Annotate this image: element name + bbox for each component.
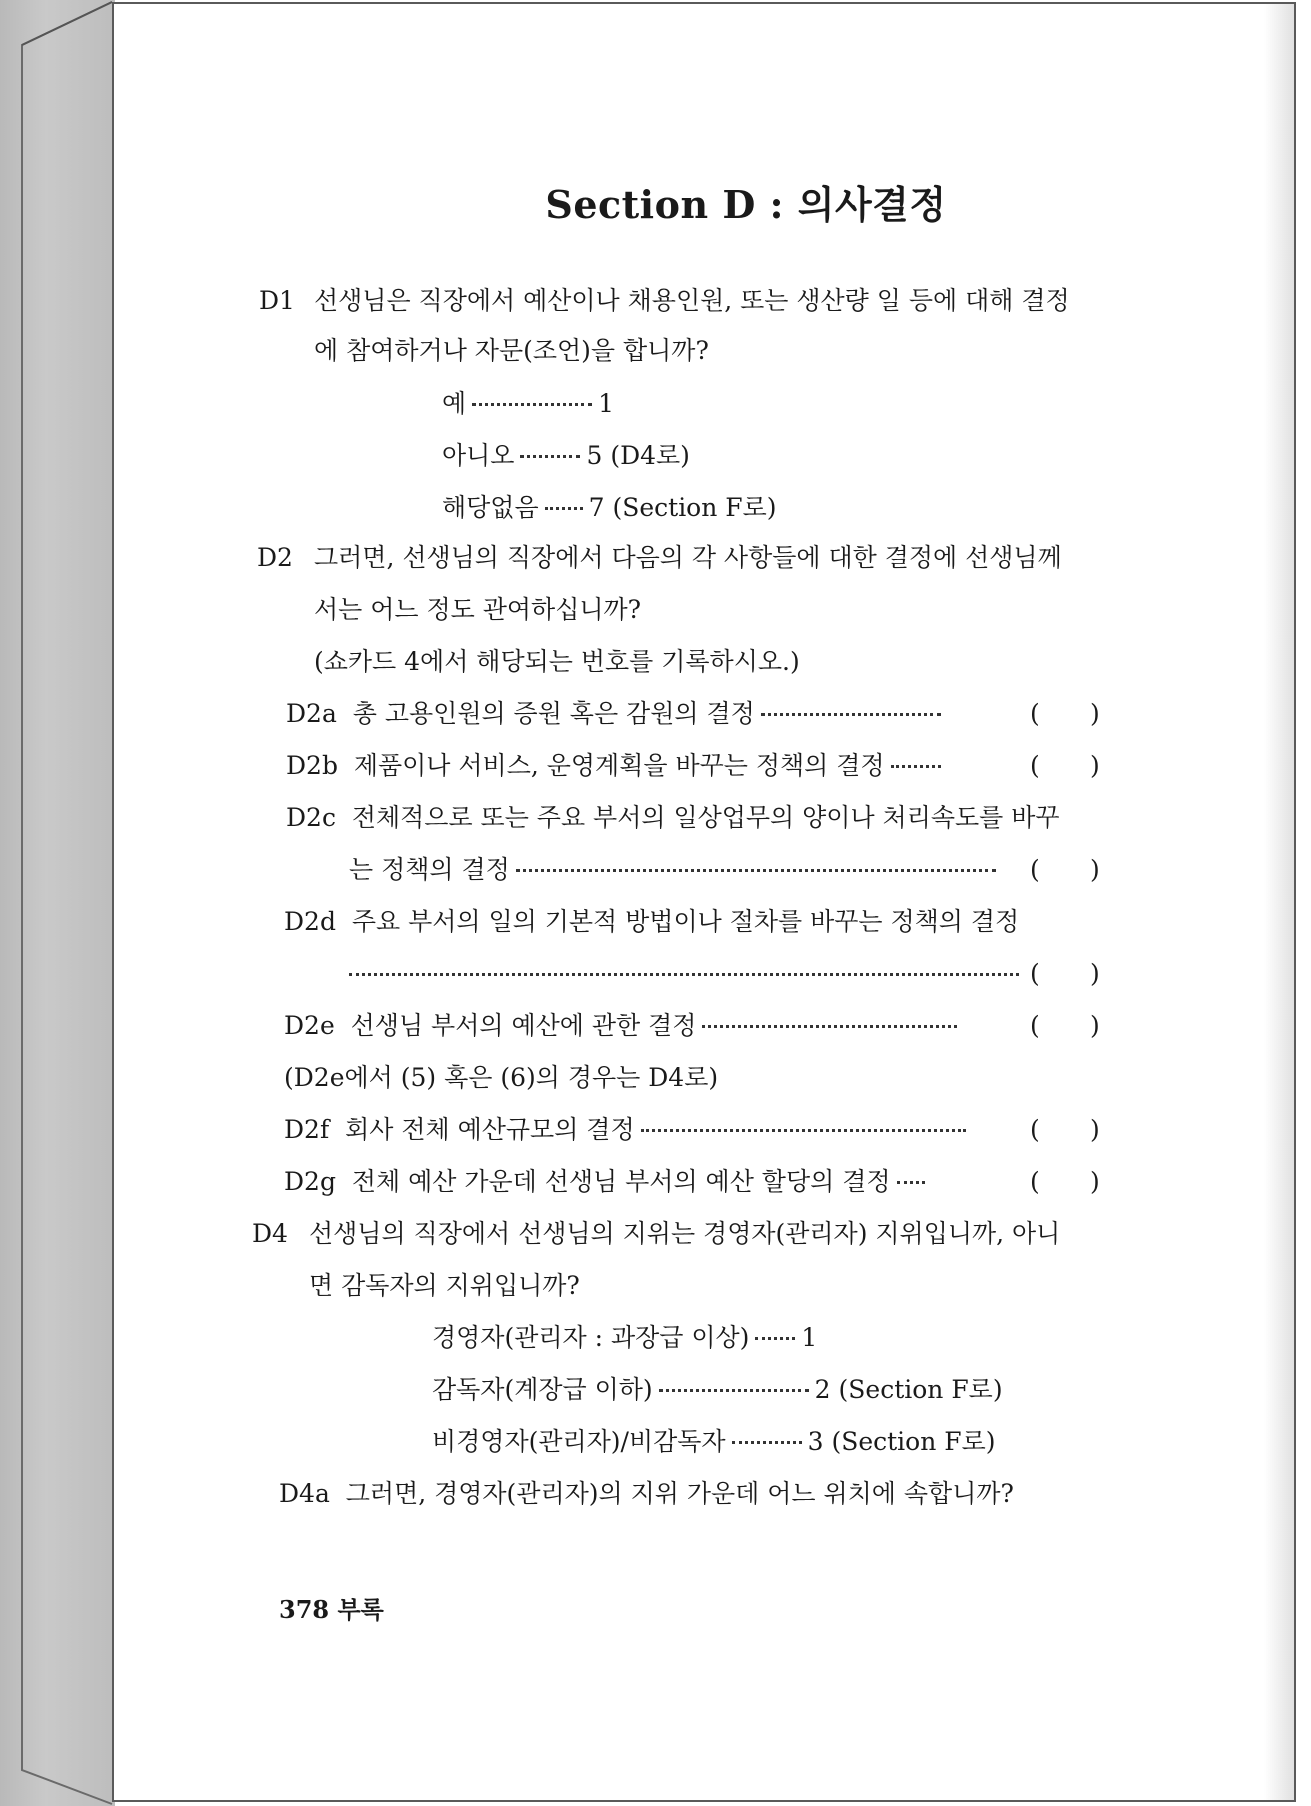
page bbox=[112, 2, 1296, 1802]
question-text-line1: 그러면, 선생님의 직장에서 다음의 각 사항들에 대한 결정에 선생님께 bbox=[314, 543, 1062, 572]
option-label: 경영자(관리자 : 과장급 이상) bbox=[432, 1323, 750, 1352]
dot-leader bbox=[349, 957, 1025, 991]
option-value: 7 bbox=[588, 493, 605, 522]
question-text-line1: 선생님의 직장에서 선생님의 지위는 경영자(관리자) 지위입니까, 아니 bbox=[309, 1219, 1061, 1248]
option-label: 감독자(계장급 이하) bbox=[432, 1375, 653, 1404]
sub-question-text: 총 고용인원의 증원 혹은 감원의 결정 bbox=[352, 699, 755, 728]
sub-question bbox=[284, 905, 1019, 939]
answer-box-close: ) bbox=[1090, 1011, 1100, 1040]
option-value: 1 bbox=[801, 1323, 818, 1352]
answer-option bbox=[442, 439, 690, 473]
sub-question-text: 회사 전체 예산규모의 결정 bbox=[345, 1115, 635, 1144]
question-text-line2: 에 참여하거나 자문(조언)을 합니까? bbox=[314, 336, 709, 365]
interviewer-instruction: (쇼카드 4에서 해당되는 번호를 기록하시오.) bbox=[314, 647, 800, 676]
answer-box-open: ( bbox=[1030, 1115, 1040, 1144]
sub-question-text: 주요 부서의 일의 기본적 방법이나 절차를 바꾸는 정책의 결정 bbox=[351, 907, 1020, 936]
question-code: D1 bbox=[259, 286, 295, 315]
sub-question bbox=[284, 1009, 963, 1043]
sub-question-code: D4a bbox=[279, 1479, 330, 1508]
section-title: Section D : 의사결정 bbox=[545, 182, 947, 227]
book-spine bbox=[0, 0, 115, 1806]
answer-box-open: ( bbox=[1030, 855, 1040, 884]
sub-question-code: D2b bbox=[286, 751, 338, 780]
option-note: (Section F로) bbox=[831, 1427, 996, 1456]
sub-question-code: D2f bbox=[284, 1115, 330, 1144]
option-value: 5 bbox=[586, 441, 603, 470]
sub-question-code: D2d bbox=[284, 907, 336, 936]
question-text-line2: 면 감독자의 지위입니까? bbox=[309, 1271, 580, 1300]
answer-option bbox=[432, 1321, 817, 1355]
answer-box-open: ( bbox=[1030, 751, 1040, 780]
spine-edge bbox=[0, 0, 115, 1806]
answer-box-close: ) bbox=[1090, 699, 1100, 728]
option-value: 2 bbox=[814, 1375, 831, 1404]
sub-question bbox=[286, 697, 947, 731]
answer-box-close: ) bbox=[1090, 751, 1100, 780]
option-value: 1 bbox=[598, 389, 615, 418]
sub-question-code: D2c bbox=[286, 803, 336, 832]
question-text-line1: 선생님은 직장에서 예산이나 채용인원, 또는 생산량 일 등에 대해 결정 bbox=[314, 286, 1070, 315]
answer-box-open: ( bbox=[1030, 959, 1040, 988]
sub-question-code: D2e bbox=[284, 1011, 335, 1040]
sub-question-text: 전체적으로 또는 주요 부서의 일상업무의 양이나 처리속도를 바꾸 bbox=[351, 803, 1060, 832]
sub-question bbox=[286, 801, 1060, 835]
sub-question-code: D2g bbox=[284, 1167, 336, 1196]
page-footer: 378 부록 bbox=[279, 1595, 384, 1624]
question-d1 bbox=[259, 284, 295, 318]
option-label: 예 bbox=[442, 389, 467, 418]
option-note: (D4로) bbox=[610, 441, 690, 470]
sub-question bbox=[284, 1113, 972, 1147]
answer-option bbox=[432, 1373, 1003, 1407]
answer-box-open: ( bbox=[1030, 1167, 1040, 1196]
sub-question-code: D2a bbox=[286, 699, 337, 728]
sub-question-text: 는 정책의 결정 bbox=[349, 855, 510, 884]
option-label: 아니오 bbox=[442, 441, 515, 470]
sub-question-text: 전체 예산 가운데 선생님 부서의 예산 할당의 결정 bbox=[351, 1167, 891, 1196]
answer-option bbox=[442, 491, 777, 525]
option-label: 해당없음 bbox=[442, 493, 539, 522]
answer-box-close: ) bbox=[1090, 1115, 1100, 1144]
sub-question bbox=[284, 1165, 931, 1199]
answer-box-open: ( bbox=[1030, 699, 1040, 728]
sub-question-text: 제품이나 서비스, 운영계획을 바꾸는 정책의 결정 bbox=[353, 751, 885, 780]
sub-question-text: 선생님 부서의 예산에 관한 결정 bbox=[350, 1011, 697, 1040]
option-note: (Section F로) bbox=[838, 1375, 1003, 1404]
question-code: D4 bbox=[252, 1219, 288, 1248]
answer-box-close: ) bbox=[1090, 959, 1100, 988]
sub-question bbox=[286, 749, 947, 783]
answer-box-open: ( bbox=[1030, 1011, 1040, 1040]
answer-option bbox=[442, 387, 614, 421]
option-label: 비경영자(관리자)/비감독자 bbox=[432, 1427, 726, 1456]
sub-question-text: 그러면, 경영자(관리자)의 지위 가운데 어느 위치에 속합니까? bbox=[345, 1479, 1014, 1508]
page-edge-shadow bbox=[1264, 4, 1294, 1800]
sub-question-continuation bbox=[349, 853, 1002, 887]
sub-question bbox=[279, 1477, 1014, 1511]
answer-box-close: ) bbox=[1090, 1167, 1100, 1196]
option-value: 3 bbox=[807, 1427, 824, 1456]
skip-note: (D2e에서 (5) 혹은 (6)의 경우는 D4로) bbox=[284, 1063, 719, 1092]
question-code: D2 bbox=[257, 543, 293, 572]
answer-box-close: ) bbox=[1090, 855, 1100, 884]
option-note: (Section F로) bbox=[612, 493, 777, 522]
question-text-line2: 서는 어느 정도 관여하십니까? bbox=[314, 595, 642, 624]
answer-option bbox=[432, 1425, 996, 1459]
